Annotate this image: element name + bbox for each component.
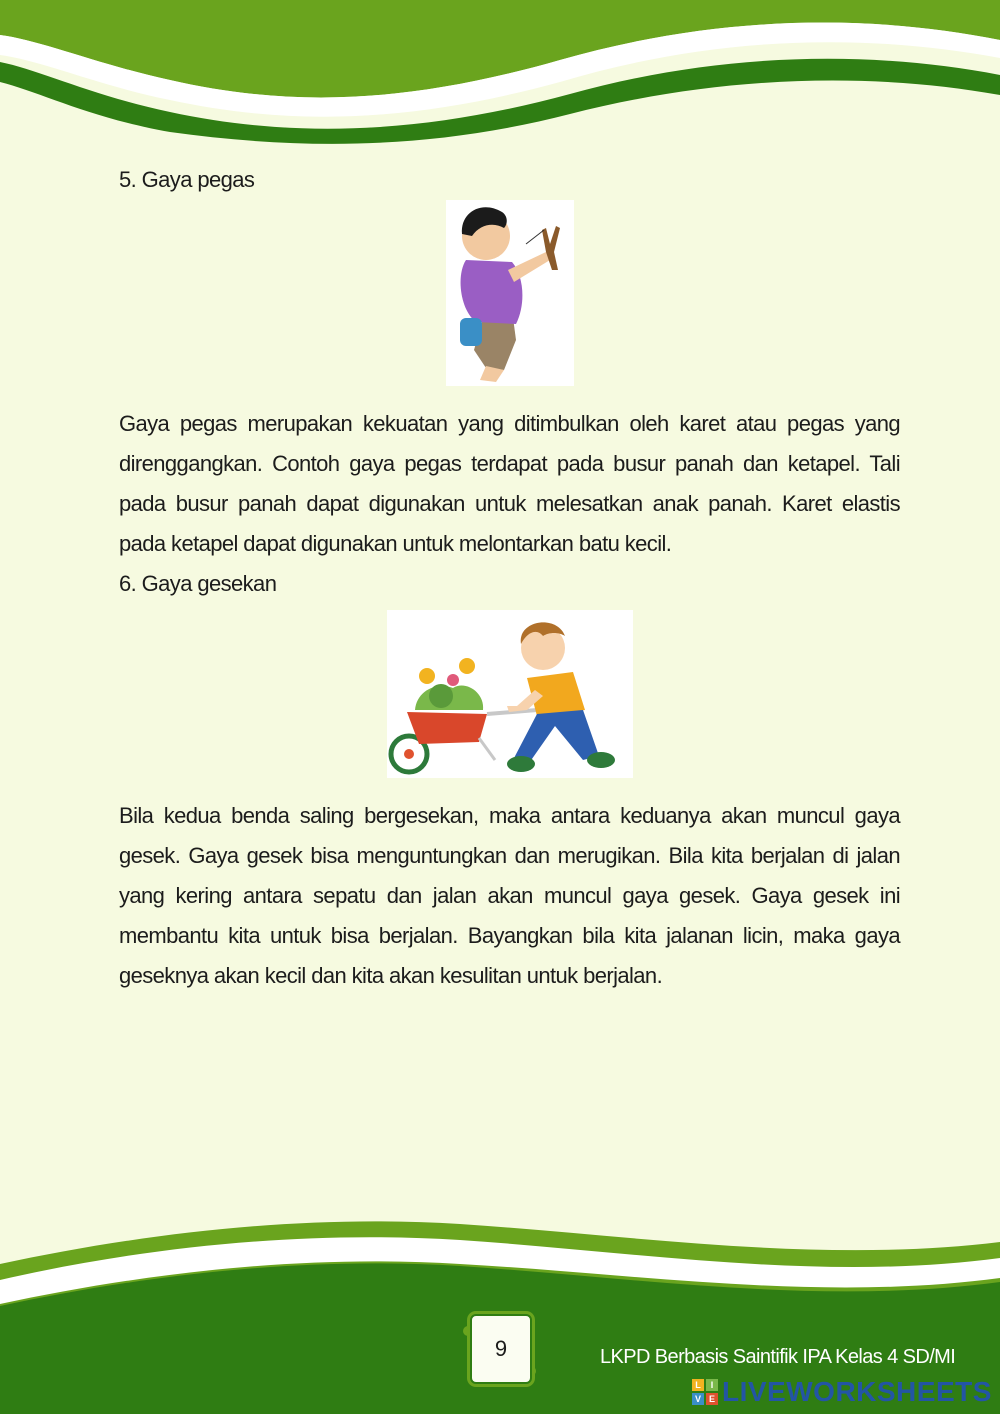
logo-letter-e: E: [706, 1393, 718, 1405]
section-5-heading: 5. Gaya pegas: [119, 167, 255, 192]
liveworksheets-logo-icon: [692, 1379, 718, 1405]
logo-letter-l: L: [692, 1379, 704, 1391]
footer-title: LKPD Berbasis Saintifik IPA Kelas 4 SD/MI: [600, 1346, 956, 1368]
section-6-paragraph: Bila kedua benda saling bergesekan, maka antara keduanya akan muncul gaya gesek. Gaya gesek bisa menguntungkan dan merugikan. Bila kita berjalan di jalan yang kering antara sepatu dan jalan akan muncul gaya gesek. Gaya gesek ini membantu kita untuk bisa berjalan. Bayangkan bila kita jalanan licin, maka gaya geseknya akan kecil dan kita akan kesulitan untuk berjalan.: [119, 803, 900, 988]
liveworksheets-watermark: [692, 1376, 992, 1408]
wheelbarrow-figure: [119, 610, 900, 780]
top-wave-decoration: [0, 0, 1000, 150]
slingshot-figure: [119, 200, 900, 390]
liveworksheets-wordmark: LIVEWORKSHEETS: [722, 1376, 992, 1407]
logo-letter-i: I: [706, 1379, 718, 1391]
boy-slingshot-illustration: [446, 200, 574, 386]
logo-letter-v: V: [692, 1393, 704, 1405]
section-6-heading: 6. Gaya gesekan: [119, 571, 277, 596]
boy-wheelbarrow-illustration: [387, 610, 633, 778]
section-5-paragraph: Gaya pegas merupakan kekuatan yang ditimbulkan oleh karet atau pegas yang direnggangkan. Contoh gaya pegas terdapat pada busur panah dan ketapel. Tali pada busur panah dapat digunakan untuk melesatkan anak panah. Karet elastis pada ketapel dapat digunakan untuk melontarkan batu kecil.: [119, 411, 900, 556]
main-content: [119, 160, 900, 996]
page-number: 9: [470, 1314, 532, 1384]
